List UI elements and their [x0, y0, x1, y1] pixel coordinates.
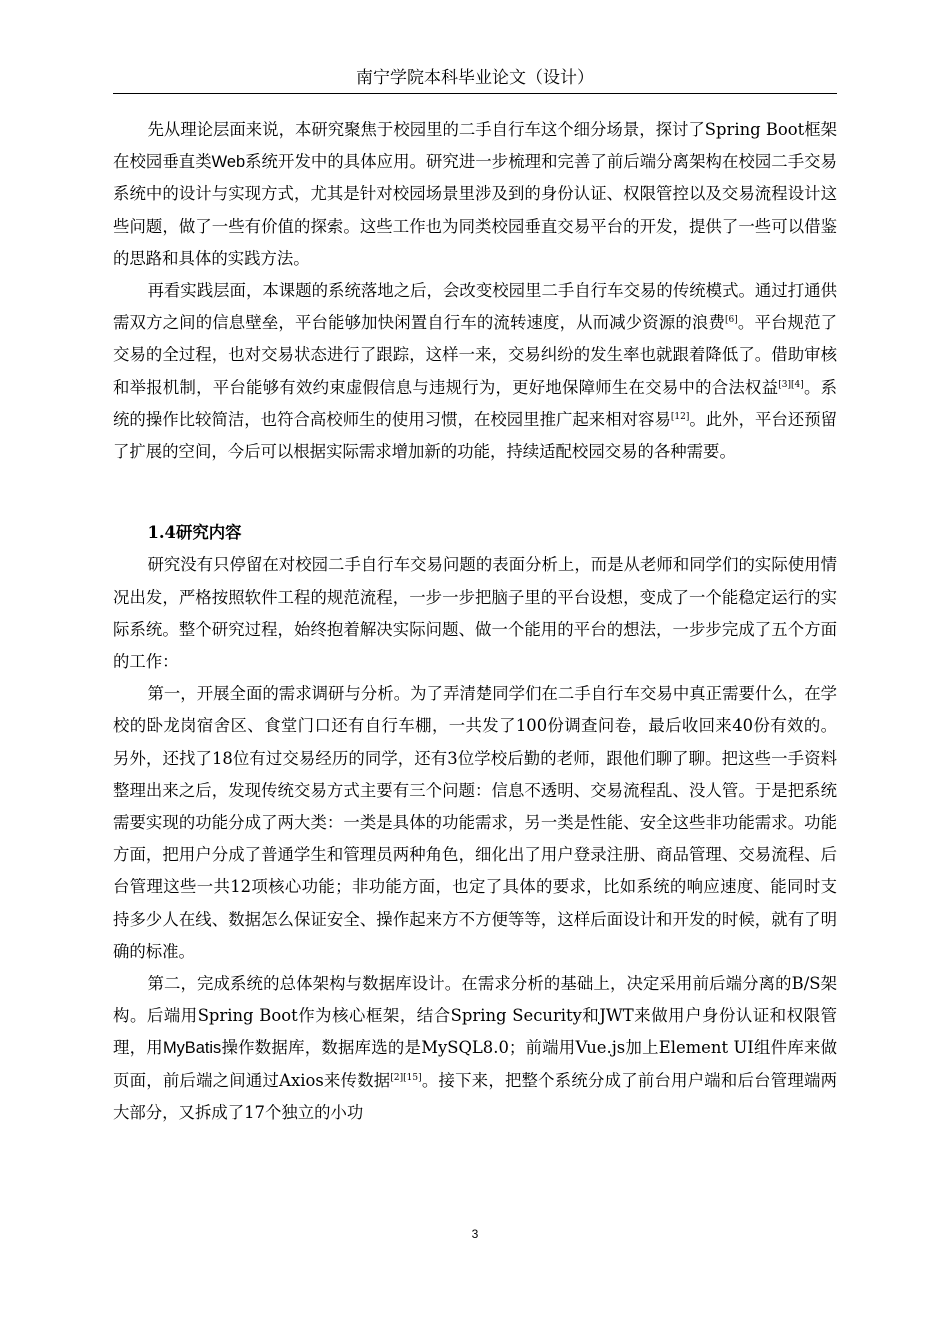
page-number: 3	[471, 1227, 479, 1241]
paragraph-requirements: 第一，开展全面的需求调研与分析。为了弄清楚同学们在二手自行车交易中真正需要什么，在学校的卧龙岗宿舍区、食堂门口还有自行车棚，一共发了100份调查问卷，最后收回来40份有效的。另外，还找了18位有过交易经历的同学，还有3位学校后勤的老师，跟他们聊了聊。把这些一手资料整理出来之后，发现传统交易方式主要有三个问题：信息不透明、交易流程乱、没人管。于是把系统需要实现的功能分成了两大类：一类是具体的功能需求，另一类是性能、安全这些非功能需求。功能方面，把用户分成了普通学生和管理员两种角色，细化出了用户登录注册、商品管理、交易流程、后台管理这些一共12项核心功能；非功能方面，也定了具体的要求，比如系统的响应速度、能同时支持多少人在线、数据怎么保证安全、操作起来方不方便等等，这样后面设计和开发的时候，就有了明确的标准。	[113, 684, 837, 961]
page-header	[113, 63, 837, 94]
paragraph-theory: 先从理论层面来说，本研究聚焦于校园里的二手自行车这个细分场景，探讨了Spring Boot框架在校园垂直类Web系统开发中的具体应用。研究进一步梳理和完善了前后端分离架构在校园二手交易系统中的设计与实现方式，尤其是针对校园场景里涉及到的身份认证、权限管控以及交易流程设计这些问题，做了一些有价值的探索。这些工作也为同类校园垂直交易平台的开发，提供了一些可以借鉴的思路和具体的实践方法。	[113, 120, 837, 268]
paragraph-overview: 研究没有只停留在对校园二手自行车交易问题的表面分析上，而是从老师和同学们的实际使用情况出发，严格按照软件工程的规范流程，一步一步把脑子里的平台设想，变成了一个能稳定运行的实际系统。整个研究过程，始终抱着解决实际问题、做一个能用的平台的想法，一步步完成了五个方面的工作：	[113, 555, 837, 672]
paragraph-practice: 再看实践层面，本课题的系统落地之后，会改变校园里二手自行车交易的传统模式。通过打通供需双方之间的信息壁垒，平台能够加快闲置自行车的流转速度，从而减少资源的浪费[6]。平台规范了交易的全过程，也对交易状态进行了跟踪，这样一来，交易纠纷的发生率也就跟着降低了。借助审核和举报机制，平台能够有效约束虚假信息与违规行为，更好地保障师生在交易中的合法权益[3][4]。系统的操作比较简洁，也符合高校师生的使用习惯，在校园里推广起来相对容易[12]。此外，平台还预留了扩展的空间，今后可以根据实际需求增加新的功能，持续适配校园交易的各种需要。	[113, 281, 838, 462]
header-title: 南宁学院本科毕业论文（设计）	[356, 68, 594, 88]
paragraph-architecture: 第二，完成系统的总体架构与数据库设计。在需求分析的基础上，决定采用前后端分离的B/S架构。后端用Spring Boot作为核心框架，结合Spring Security和JWT来做用户身份认证和权限管理，用MyBatis操作数据库，数据库选的是MySQL8.0；前端用Vue.js加上Element UI组件库来做页面，前后端之间通过Axios来传数据[2][15]。接下来，把整个系统分成了前台用户端和后台管理端两大部分，又拆成了17个独立的小功	[113, 974, 837, 1122]
section-heading: 1.4研究内容	[147, 523, 242, 543]
body-text	[113, 114, 837, 1129]
citation: [2][15]	[390, 1072, 422, 1083]
citation: [6]	[725, 315, 738, 326]
citation: [3][4]	[778, 379, 804, 390]
citation: [12]	[670, 411, 690, 422]
